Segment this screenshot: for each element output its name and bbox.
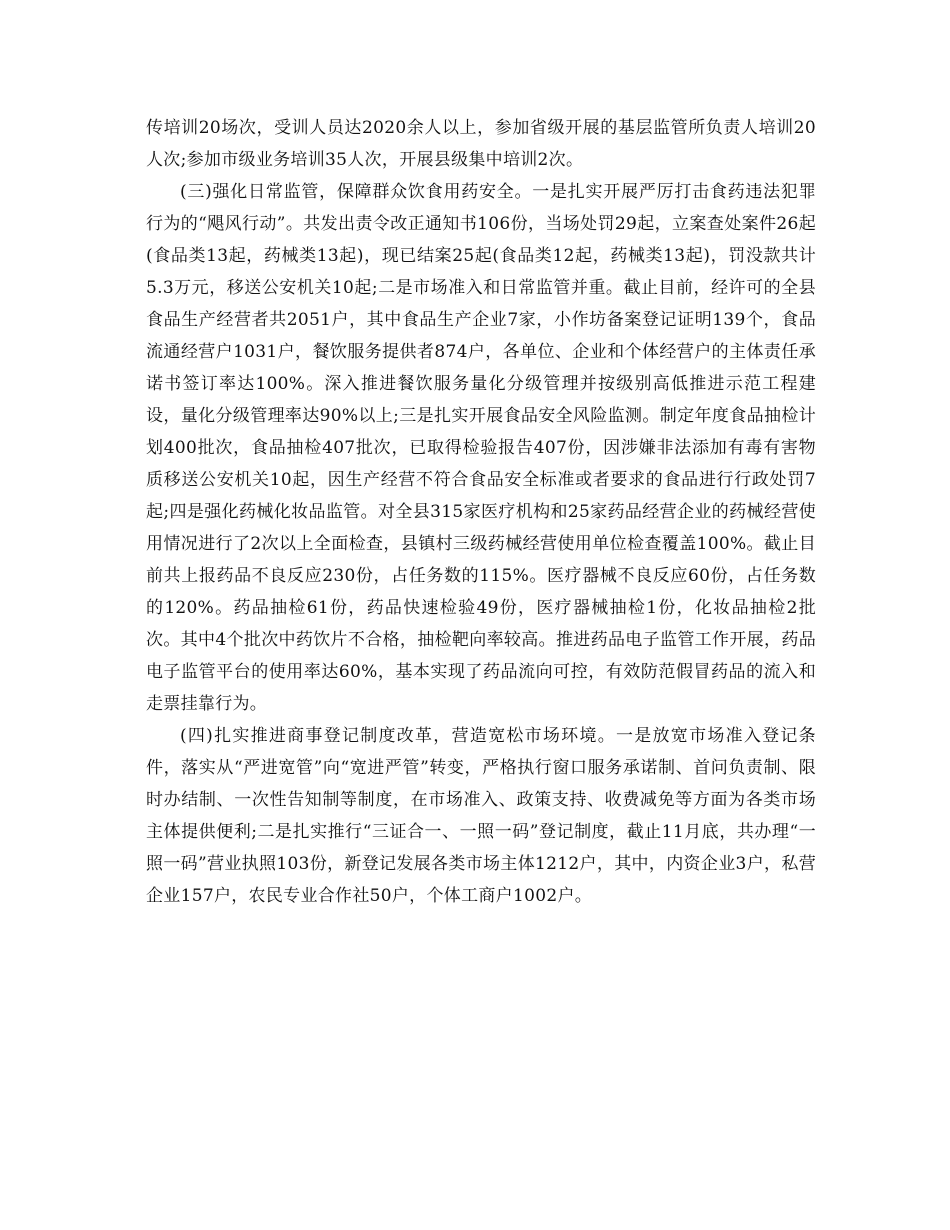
document-body [146, 112, 816, 912]
paragraph-training: 传培训20场次，受训人员达2020余人以上，参加省级开展的基层监管所负责人培训20人次;参加市级业务培训35人次，开展县级集中培训2次。 [146, 118, 816, 170]
paragraph-daily-supervision: (三)强化日常监管，保障群众饮食用药安全。一是扎实开展严厉打击食药违法犯罪行为的“飓风行动”。共发出责令改正通知书106份，当场处罚29起，立案查处案件26起(食品类13起，药械类13起)，现已结案25起(食品类12起，药械类13起)，罚没款共计5.3万元，移送公安机关10起;二是市场准入和日常监管并重。截止目前，经许可的全县食品生产经营者共2051户，其中食品生产企业7家，小作坊备案登记证明139个，食品流通经营户1031户，餐饮服务提供者874户，各单位、企业和个体经营户的主体责任承诺书签订率达100%。深入推进餐饮服务量化分级管理并按级别高低推进示范工程建设，量化分级管理率达90%以上;三是扎实开展食品安全风险监测。制定年度食品抽检计划400批次，食品抽检407批次，已取得检验报告407份，因涉嫌非法添加有毒有害物质移送公安机关10起，因生产经营不符合食品安全标准或者要求的食品进行行政处罚7起;四是强化药械化妆品监管。对全县315家医疗机构和25家药品经营企业的药械经营使用情况进行了2次以上全面检查，县镇村三级药械经营使用单位检查覆盖100%。截止目前共上报药品不良反应230份，占任务数的115%。医疗器械不良反应60份，占任务数的120%。药品抽检61份，药品快速检验49份，医疗器械抽检1份，化妆品抽检2批次。其中4个批次中药饮片不合格，抽检靶向率较高。推进药品电子监管工作开展，药品电子监管平台的使用率达60%，基本实现了药品流向可控，有效防范假冒药品的流入和走票挂靠行为。 [146, 182, 816, 714]
paragraph-registration-reform: (四)扎实推进商事登记制度改革，营造宽松市场环境。一是放宽市场准入登记条件，落实从“严进宽管”向“宽进严管”转变，严格执行窗口服务承诺制、首问负责制、限时办结制、一次性告知制等制度，在市场准入、政策支持、收费减免等方面为各类市场主体提供便利;二是扎实推行“三证合一、一照一码”登记制度，截止11月底，共办理“一照一码”营业执照103份，新登记发展各类市场主体1212户，其中，内资企业3户，私营企业157户，农民专业合作社50户，个体工商户1002户。 [146, 726, 816, 906]
